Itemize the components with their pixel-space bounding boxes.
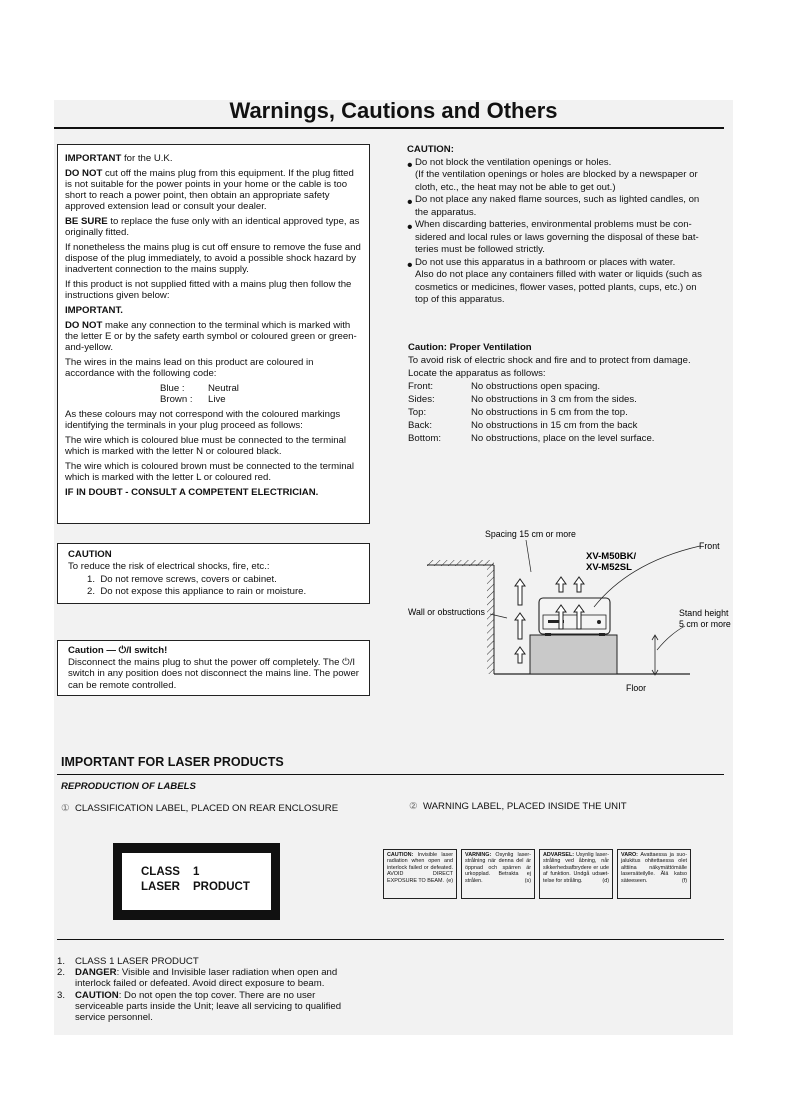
footnote-2: 2. DANGER: Visible and Invisible laser radiation when open and [57,967,338,979]
uk-important-box [57,144,370,524]
uk-p5: If this product is not supplied fitted with a mains plug then follow the instructions given below: [65,279,352,301]
wire-colour-code: Blue : Neutral Brown : Live [160,383,239,405]
uk-p12: IF IN DOUBT - CONSULT A COMPETENT ELECTRICIAN. [65,487,319,498]
right-bullet-2: • Do not place any naked flame sources, such as lighted candles, on the apparatus. [407,194,700,218]
caution-intro: To reduce the risk of electrical shocks, fire, etc.: [68,561,270,573]
footnote-rule [57,939,724,940]
ventilation-diagram [400,522,740,697]
switch-body: Disconnect the mains plug to shut the power off completely. The ⏻/I switch in any position does not disconnect the mains line. The power can be remote controlled. [68,656,359,691]
caution-box [57,543,370,604]
laser-rule [57,774,724,775]
uk-p1: IMPORTANT for the U.K. [65,153,173,164]
page-title: Warnings, Cautions and Others [229,98,558,123]
footnote-3b: serviceable parts inside the Unit; leave all servicing to qualified [75,1000,342,1012]
footnotes [57,956,387,1023]
uk-p6: IMPORTANT. [65,305,123,316]
uk-p2: DO NOT cut off the mains plug from this equipment. If the plug fitted is not suitable for the power points in your home or the cable is too short to reach a power point, then obtain an appropriate safety approved extension lead or consult your dealer. [65,168,354,212]
right-bullet-1: • Do not block the ventilation openings or holes. (If the ventilation openings or holes are blocked by a newspaper or cloth, etc., the heat may not be able to get out.) [407,156,698,193]
warning-label-sv: VARNING: Osynlig laser-strålning när denna del är öppnad och spärren är urkopplad. Betrakta ej strålen. (s) [461,849,535,899]
label1-caption: ① CLASSIFICATION LABEL, PLACED ON REAR ENCLOSURE [61,803,339,814]
right-caution [407,144,727,307]
caution-item-1: 1. Do not remove screws, covers or cabinet. [87,573,277,585]
player-unit-shape [539,598,610,636]
footnote-1: 1. CLASS 1 LASER PRODUCT [57,956,199,967]
uk-p4: If nonetheless the mains plug is cut off ensure to remove the fuse and dispose of the plug immediately, to avoid a possible shock hazard by inadvertent connection to the mains supply. [65,242,361,275]
stand-label-2: 5 cm or more [679,619,731,629]
ventilation-section [408,341,728,445]
laser-heading: IMPORTANT FOR LASER PRODUCTS [61,755,284,769]
wall-label: Wall or obstructions [408,607,485,617]
right-bullet-4: • Do not use this apparatus in a bathroom or places with water. Also do not place any containers filled with water or liquids (such as cosmetics or medicines, flower vases, potted plants, cups, etc.) on top of this apparatus. [407,256,702,305]
footnote-3c: service personnel. [75,1012,153,1024]
uk-p3: BE SURE to replace the fuse only with an identical approved type, as originally fitted. [65,216,360,238]
warning-label-da: ADVARSEL: Usynlig laser-stråling ved åbning, når sikkerhedsafbrydere er ude af funktion. Undgå udsæt-telse for stråling. (d) [539,849,613,899]
warning-labels [383,849,691,899]
switch-caution-box [57,640,370,696]
footnote-3: 3. CAUTION: Do not open the top cover. There are no user [57,989,316,1001]
class1-line1: CLASS 1 [141,866,200,878]
laser-subheading: REPRODUCTION OF LABELS [61,781,196,792]
uk-p9: As these colours may not correspond with the coloured markings identifying the terminals in your plug proceed as follows: [65,409,341,431]
model-label-2: XV-M52SL [586,562,632,573]
right-bullet-3: • When discarding batteries, environmental problems must be con- sidered and local rules or laws governing the disposal of these bat- teries must be followed strictly. [407,219,699,255]
class1-label [113,843,280,920]
warning-label-en: CAUTION: Invisible laser radiation when open and interlock failed or defeated. AVOID DIRECT EXPOSURE TO BEAM. (e) [383,849,457,899]
stand-shape [530,635,617,674]
warning-label-fi: VARO: Avattaessa ja suo-jalukitus ohitettaessa olet alttiina näkymättömälle lasersäteilylle. Älä katso säteeseen. (f) [617,849,691,899]
uk-p8: The wires in the mains lead on this product are coloured in accordance with the following code: [65,357,314,379]
ventilation-table: Front: No obstructions open spacing. Sides: No obstructions in 3 cm from the sides. Top: No obstructions in 5 cm from the top. Back: No obstructions in 15 cm from the back Bottom: No obstructions, place on the level surface. [408,381,655,444]
uk-p7: DO NOT make any connection to the terminal which is marked with the letter E or by the safety earth symbol or coloured green or green-and-yellow. [65,320,357,353]
stand-height-marker [652,635,658,675]
front-label: Front [699,541,720,551]
class1-line2: LASER PRODUCT [141,881,250,893]
title-rule [54,127,724,129]
ventilation-intro-1: To avoid risk of electric shock and fire and to protect from damage. [408,355,691,366]
stand-label-1: Stand height [679,608,729,618]
uk-p11: The wire which is coloured brown must be connected to the terminal which is marked with the letter L or coloured red. [65,461,355,483]
wall-shape [427,560,494,674]
switch-heading: Caution — ⏻/I switch! [68,645,168,656]
right-caution-heading: CAUTION: [407,144,454,155]
uk-p10: The wire which is coloured blue must be connected to the terminal which is marked with the letter N or coloured black. [65,435,347,457]
caution-item-2: 2. Do not expose this appliance to rain or moisture. [87,585,307,597]
model-label-1: XV-M50BK/ [586,551,637,562]
floor-label: Floor [626,683,647,693]
ventilation-intro-2: Locate the apparatus as follows: [408,368,546,379]
ventilation-heading: Caution: Proper Ventilation [408,342,532,353]
caution-heading: CAUTION [68,549,112,560]
spacing-label: Spacing 15 cm or more [485,529,576,539]
label2-caption: ② WARNING LABEL, PLACED INSIDE THE UNIT [409,801,627,812]
footnote-2b: interlock failed or defeated. Avoid direct exposure to beam. [75,978,325,990]
